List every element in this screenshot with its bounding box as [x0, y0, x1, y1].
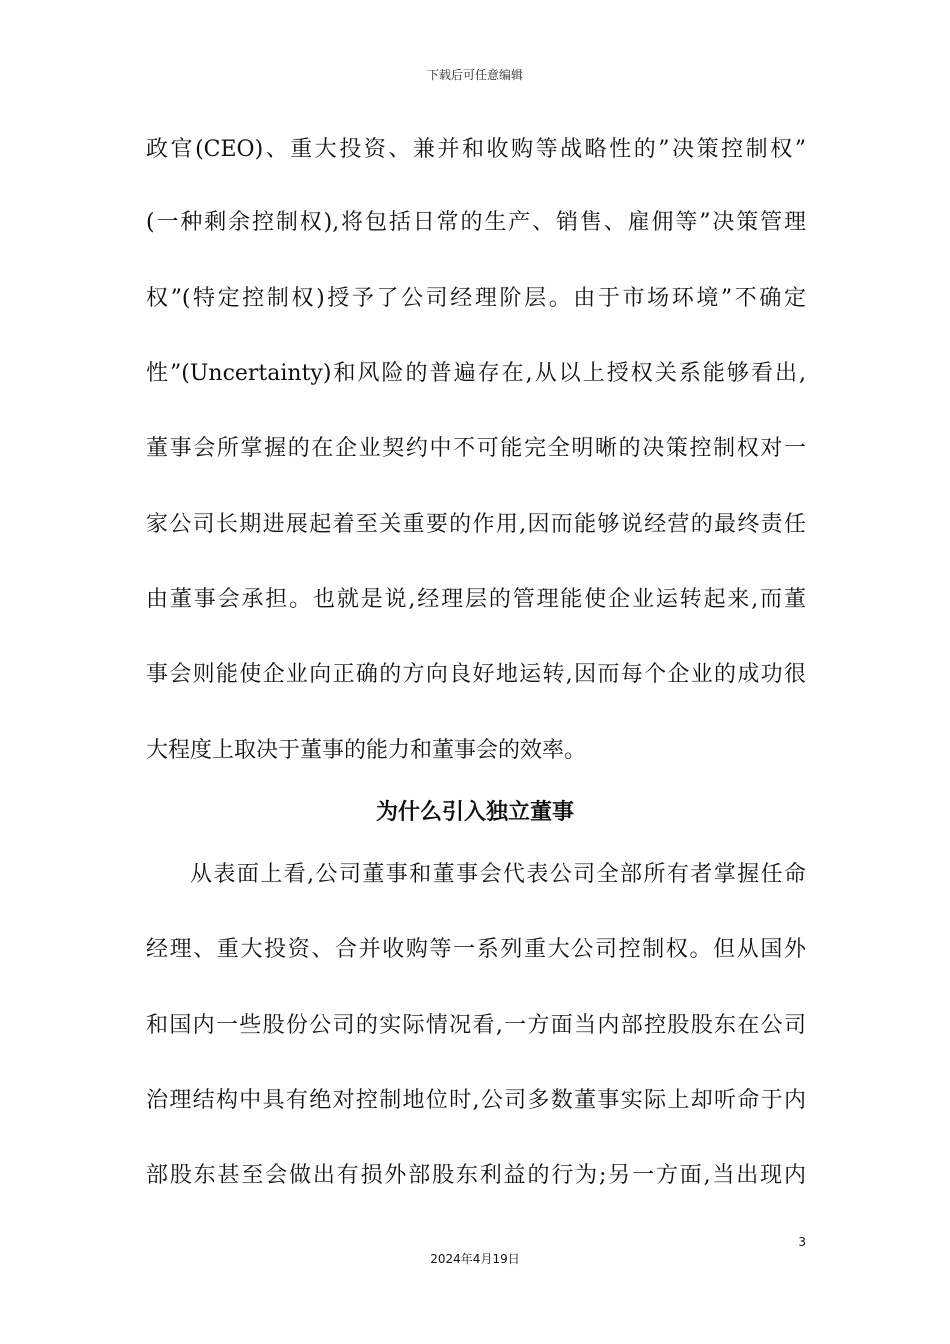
page-header: 下载后可任意编辑 [426, 68, 523, 82]
paragraph-line: 从表面上看,公司董事和董事会代表公司全部所有者掌握任命 [190, 862, 806, 887]
page-number: 3 [798, 1235, 806, 1249]
paragraph-line: 性”(Uncertainty)和风险的普遍存在,从以上授权关系能够看出, [146, 361, 806, 386]
paragraph-line: 和国内一些股份公司的实际情况看,一方面当内部控股股东在公司 [146, 1013, 806, 1038]
paragraph-line: 部股东甚至会做出有损外部股东利益的行为;另一方面,当出现内 [146, 1163, 806, 1188]
paragraph-line: 大程度上取决于董事的能力和董事会的效率。 [146, 738, 587, 763]
paragraph-line: 家公司长期进展起着至关重要的作用,因而能够说经营的最终责任 [146, 512, 806, 537]
paragraph-line: 权”(特定控制权)授予了公司经理阶层。由于市场环境”不确定 [146, 286, 806, 311]
paragraph-line: 董事会所掌握的在企业契约中不可能完全明晰的决策控制权对一 [146, 436, 806, 461]
paragraph-line: 事会则能使企业向正确的方向良好地运转,因而每个企业的成功很 [146, 662, 806, 687]
page-footer-date: 2024年4月19日 [430, 1252, 520, 1266]
paragraph-line: 经理、重大投资、合并收购等一系列重大公司控制权。但从国外 [146, 937, 806, 962]
paragraph-line: 治理结构中具有绝对控制地位时,公司多数董事实际上却听命于内 [146, 1088, 806, 1113]
paragraph-line: 由董事会承担。也就是说,经理层的管理能使企业运转起来,而董 [146, 587, 806, 612]
paragraph-line: 政官(CEO)、重大投资、兼并和收购等战略性的”决策控制权” [146, 137, 806, 162]
section-heading: 为什么引入独立董事 [375, 800, 574, 825]
paragraph-line: (一种剩余控制权),将包括日常的生产、销售、雇佣等”决策管理 [146, 210, 806, 235]
